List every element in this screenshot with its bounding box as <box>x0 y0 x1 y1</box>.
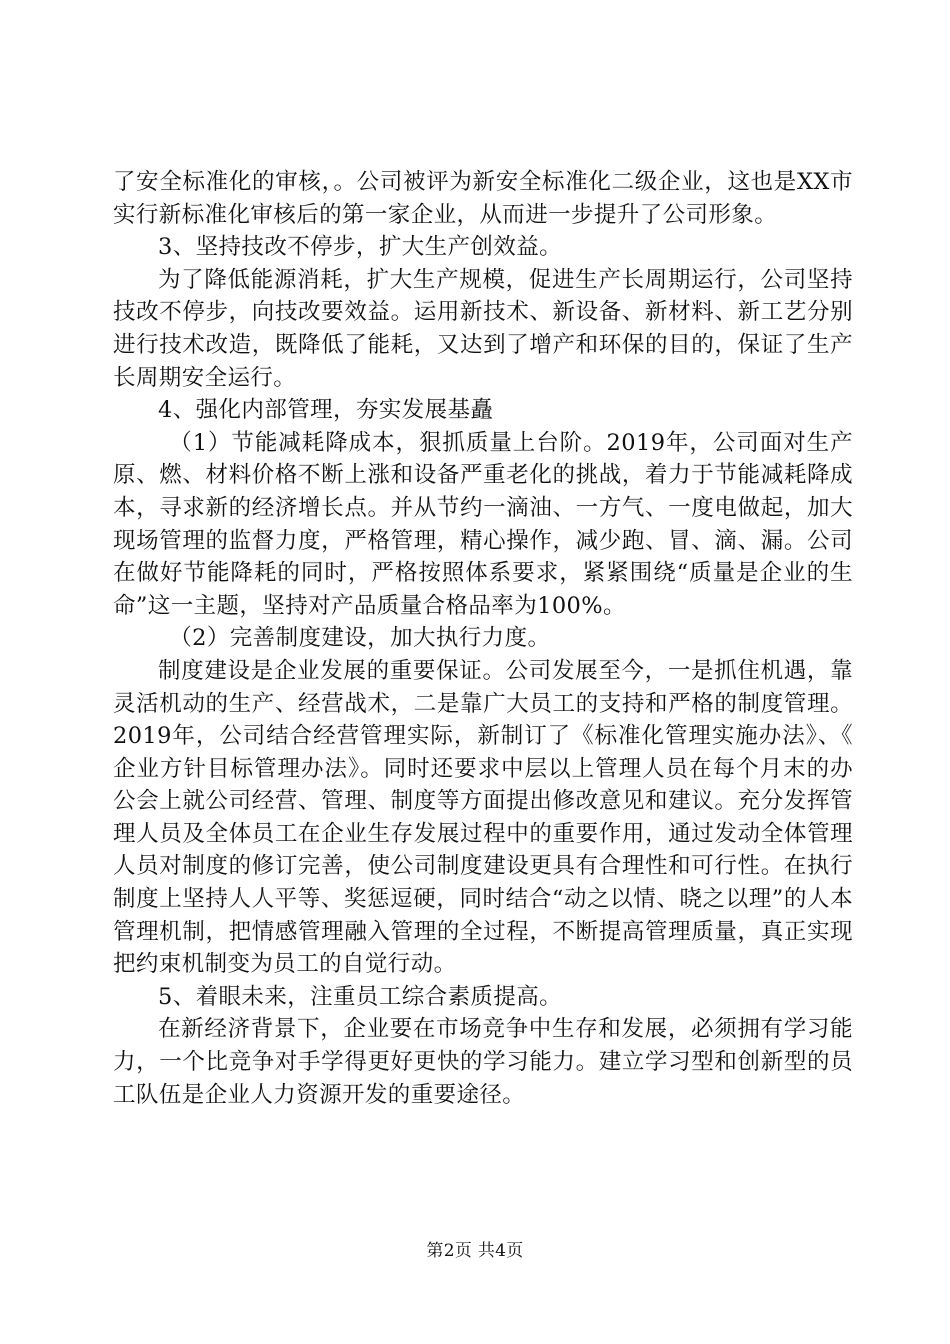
page-number-footer: 第2页 共4页 <box>426 1241 524 1261</box>
subheading-system-building: （2）完善制度建设，加大执行力度。 <box>169 625 551 652</box>
paragraph-safety-certification: 了安全标准化的审核，。公司被评为新安全标准化二级企业，这也是XX市实行新标准化审核后的第一家企业，从而进一步提升了公司形象。 <box>113 169 853 228</box>
paragraph-tech-upgrade: 为了降低能源消耗，扩大生产规模，促进生产长周期运行，公司坚持技改不停步，向技改要效益。运用新技术、新设备、新材料、新工艺分别进行技术改造，既降低了能耗，又达到了增产和环保的目的，保证了生产长周期安全运行。 <box>113 266 853 391</box>
paragraph-energy-saving: （1）节能减耗降成本，狠抓质量上台阶。2019年，公司面对生产原、燃、材料价格不断上涨和设备严重老化的挑战，着力于节能减耗降成本，寻求新的经济增长点。并从节约一滴油、一方气、一度电做起，加大现场管理的监督力度，严格管理，精心操作，减少跑、冒、滴、漏。公司在做好节能降耗的同时，严格按照体系要求，紧紧围绕“质量是企业的生命”这一主题，坚持对产品质量合格品率为100%。 <box>113 429 853 619</box>
section-heading-tech-upgrade: 3、坚持技改不停步，扩大生产创效益。 <box>158 234 563 261</box>
section-heading-internal-management: 4、强化内部管理，夯实发展基矗 <box>158 397 494 424</box>
document-body <box>113 166 853 1111</box>
section-heading-staff-quality: 5、着眼未来，注重员工综合素质提高。 <box>158 983 563 1010</box>
paragraph-system-building: 制度建设是企业发展的重要保证。公司发展至今，一是抓住机遇，靠灵活机动的生产、经营战术，二是靠广大员工的支持和严格的制度管理。2019年，公司结合经营管理实际，新制订了《标准化管理实施办法》、《企业方针目标管理办法》。同时还要求中层以上管理人员在每个月末的办公会上就公司经营、管理、制度等方面提出修改意见和建议。充分发挥管理人员及全体员工在企业生存发展过程中的重要作用，通过发动全体管理人员对制度的修订完善，使公司制度建设更具有合理性和可行性。在执行制度上坚持人人平等、奖惩逗硬，同时结合“动之以情、晓之以理”的人本管理机制，把情感管理融入管理的全过程，不断提高管理质量，真正实现把约束机制变为员工的自觉行动。 <box>113 657 853 978</box>
paragraph-staff-quality: 在新经济背景下，企业要在市场竞争中生存和发展，必须拥有学习能力，一个比竞争对手学得更好更快的学习能力。建立学习型和创新型的员工队伍是企业人力资源开发的重要途径。 <box>113 1016 853 1108</box>
